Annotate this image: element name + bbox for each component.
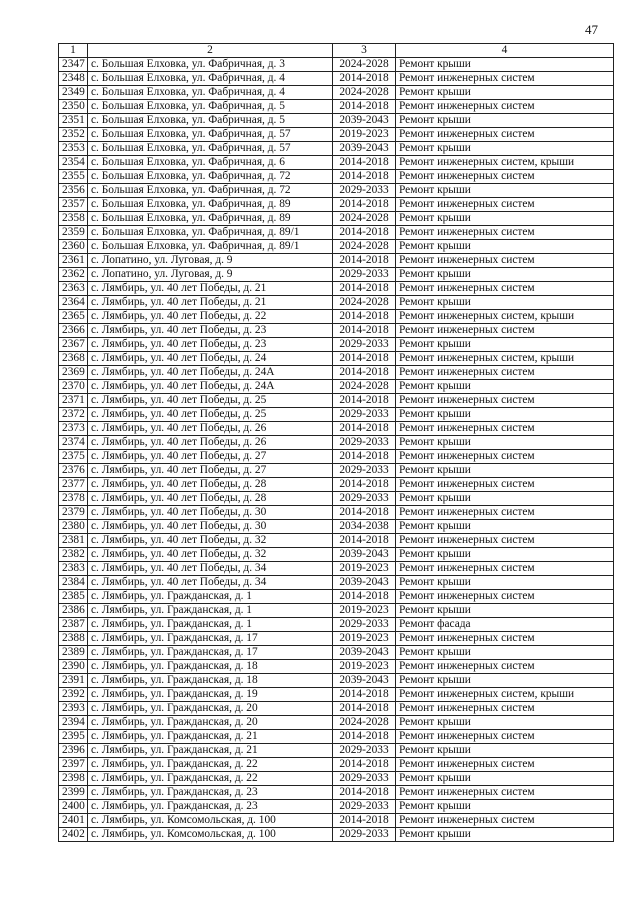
table-row (59, 562, 614, 576)
address-cell: с. Лямбирь, ул. Гражданская, д. 22 (88, 758, 333, 772)
row-number-cell: 2362 (59, 268, 88, 282)
table-row (59, 380, 614, 394)
address-cell: с. Лямбирь, ул. 40 лет Победы, д. 24 (88, 352, 333, 366)
table-row (59, 436, 614, 450)
address-cell: с. Лямбирь, ул. Гражданская, д. 22 (88, 772, 333, 786)
work-type-cell: Ремонт инженерных систем (396, 534, 614, 548)
row-number-cell: 2354 (59, 156, 88, 170)
period-cell: 2024-2028 (333, 296, 396, 310)
address-cell: с. Лямбирь, ул. 40 лет Победы, д. 30 (88, 506, 333, 520)
table-row (59, 100, 614, 114)
page-number: 47 (585, 22, 598, 37)
period-cell: 2014-2018 (333, 730, 396, 744)
period-cell: 2014-2018 (333, 352, 396, 366)
table-row (59, 492, 614, 506)
work-type-cell: Ремонт инженерных систем (396, 730, 614, 744)
period-cell: 2024-2028 (333, 380, 396, 394)
work-type-cell: Ремонт фасада (396, 618, 614, 632)
work-type-cell: Ремонт инженерных систем (396, 590, 614, 604)
period-cell: 2019-2023 (333, 128, 396, 142)
address-cell: с. Лямбирь, ул. 40 лет Победы, д. 23 (88, 324, 333, 338)
address-cell: с. Лямбирь, ул. Гражданская, д. 1 (88, 618, 333, 632)
period-cell: 2019-2023 (333, 604, 396, 618)
column-header-1: 1 (59, 44, 88, 58)
period-cell: 2014-2018 (333, 72, 396, 86)
address-cell: с. Большая Елховка, ул. Фабричная, д. 89 (88, 198, 333, 212)
work-type-cell: Ремонт инженерных систем, крыши (396, 310, 614, 324)
work-type-cell: Ремонт инженерных систем (396, 814, 614, 828)
work-type-cell: Ремонт крыши (396, 86, 614, 100)
row-number-cell: 2367 (59, 338, 88, 352)
period-cell: 2024-2028 (333, 212, 396, 226)
table-row (59, 800, 614, 814)
period-cell: 2029-2033 (333, 408, 396, 422)
address-cell: с. Лямбирь, ул. Гражданская, д. 21 (88, 730, 333, 744)
period-cell: 2029-2033 (333, 338, 396, 352)
table-row (59, 464, 614, 478)
period-cell: 2014-2018 (333, 324, 396, 338)
table-row (59, 506, 614, 520)
address-cell: с. Лямбирь, ул. 40 лет Победы, д. 25 (88, 394, 333, 408)
table-row (59, 646, 614, 660)
work-type-cell: Ремонт крыши (396, 828, 614, 842)
period-cell: 2024-2028 (333, 240, 396, 254)
work-type-cell: Ремонт крыши (396, 646, 614, 660)
work-type-cell: Ремонт крыши (396, 716, 614, 730)
column-header-3: 3 (333, 44, 396, 58)
work-type-cell: Ремонт крыши (396, 576, 614, 590)
period-cell: 2024-2028 (333, 58, 396, 72)
period-cell: 2034-2038 (333, 520, 396, 534)
table-row (59, 730, 614, 744)
address-cell: с. Лямбирь, ул. Гражданская, д. 17 (88, 646, 333, 660)
column-header-2: 2 (88, 44, 333, 58)
table-row (59, 716, 614, 730)
work-type-cell: Ремонт инженерных систем (396, 758, 614, 772)
table-row (59, 674, 614, 688)
period-cell: 2014-2018 (333, 450, 396, 464)
period-cell: 2014-2018 (333, 156, 396, 170)
period-cell: 2014-2018 (333, 814, 396, 828)
period-cell: 2029-2033 (333, 464, 396, 478)
table-row (59, 576, 614, 590)
row-number-cell: 2379 (59, 506, 88, 520)
row-number-cell: 2385 (59, 590, 88, 604)
work-type-cell: Ремонт инженерных систем (396, 394, 614, 408)
table-row (59, 170, 614, 184)
table-row (59, 254, 614, 268)
row-number-cell: 2378 (59, 492, 88, 506)
address-cell: с. Большая Елховка, ул. Фабричная, д. 89/1 (88, 240, 333, 254)
period-cell: 2029-2033 (333, 772, 396, 786)
period-cell: 2014-2018 (333, 534, 396, 548)
table-row (59, 408, 614, 422)
row-number-cell: 2358 (59, 212, 88, 226)
address-cell: с. Большая Елховка, ул. Фабричная, д. 6 (88, 156, 333, 170)
row-number-cell: 2380 (59, 520, 88, 534)
table-row (59, 366, 614, 380)
row-number-cell: 2398 (59, 772, 88, 786)
address-cell: с. Лямбирь, ул. 40 лет Победы, д. 28 (88, 478, 333, 492)
table-row (59, 520, 614, 534)
period-cell: 2029-2033 (333, 184, 396, 198)
table-row (59, 114, 614, 128)
address-cell: с. Лопатино, ул. Луговая, д. 9 (88, 254, 333, 268)
work-type-cell: Ремонт инженерных систем (396, 170, 614, 184)
work-type-cell: Ремонт крыши (396, 464, 614, 478)
row-number-cell: 2366 (59, 324, 88, 338)
work-type-cell: Ремонт инженерных систем (396, 506, 614, 520)
address-cell: с. Большая Елховка, ул. Фабричная, д. 72 (88, 170, 333, 184)
address-cell: с. Большая Елховка, ул. Фабричная, д. 4 (88, 86, 333, 100)
row-number-cell: 2399 (59, 786, 88, 800)
row-number-cell: 2351 (59, 114, 88, 128)
table-row (59, 590, 614, 604)
address-cell: с. Лямбирь, ул. 40 лет Победы, д. 34 (88, 562, 333, 576)
row-number-cell: 2396 (59, 744, 88, 758)
address-cell: с. Лямбирь, ул. Гражданская, д. 20 (88, 716, 333, 730)
work-type-cell: Ремонт инженерных систем, крыши (396, 352, 614, 366)
row-number-cell: 2401 (59, 814, 88, 828)
work-type-cell: Ремонт инженерных систем, крыши (396, 688, 614, 702)
row-number-cell: 2364 (59, 296, 88, 310)
address-cell: с. Большая Елховка, ул. Фабричная, д. 89 (88, 212, 333, 226)
period-cell: 2014-2018 (333, 688, 396, 702)
table-row (59, 688, 614, 702)
row-number-cell: 2390 (59, 660, 88, 674)
period-cell: 2019-2023 (333, 660, 396, 674)
row-number-cell: 2391 (59, 674, 88, 688)
row-number-cell: 2373 (59, 422, 88, 436)
work-type-cell: Ремонт инженерных систем (396, 254, 614, 268)
table-row (59, 156, 614, 170)
period-cell: 2014-2018 (333, 100, 396, 114)
row-number-cell: 2349 (59, 86, 88, 100)
work-type-cell: Ремонт крыши (396, 212, 614, 226)
table-row (59, 142, 614, 156)
table-row (59, 212, 614, 226)
address-cell: с. Лямбирь, ул. 40 лет Победы, д. 26 (88, 422, 333, 436)
table-row (59, 702, 614, 716)
address-cell: с. Лямбирь, ул. Гражданская, д. 1 (88, 590, 333, 604)
table-header (59, 44, 614, 58)
period-cell: 2014-2018 (333, 226, 396, 240)
work-type-cell: Ремонт инженерных систем (396, 198, 614, 212)
row-number-cell: 2356 (59, 184, 88, 198)
row-number-cell: 2348 (59, 72, 88, 86)
address-cell: с. Лямбирь, ул. Комсомольская, д. 100 (88, 828, 333, 842)
address-cell: с. Лямбирь, ул. 40 лет Победы, д. 24А (88, 366, 333, 380)
row-number-cell: 2365 (59, 310, 88, 324)
address-cell: с. Лямбирь, ул. 40 лет Победы, д. 25 (88, 408, 333, 422)
table-row (59, 660, 614, 674)
table-row (59, 58, 614, 72)
row-number-cell: 2353 (59, 142, 88, 156)
row-number-cell: 2372 (59, 408, 88, 422)
work-type-cell: Ремонт инженерных систем (396, 660, 614, 674)
row-number-cell: 2375 (59, 450, 88, 464)
work-type-cell: Ремонт крыши (396, 674, 614, 688)
table-row (59, 226, 614, 240)
table-row (59, 184, 614, 198)
row-number-cell: 2392 (59, 688, 88, 702)
address-cell: с. Лямбирь, ул. 40 лет Победы, д. 27 (88, 450, 333, 464)
work-type-cell: Ремонт крыши (396, 436, 614, 450)
table-body (59, 58, 614, 842)
address-cell: с. Лямбирь, ул. Гражданская, д. 17 (88, 632, 333, 646)
work-type-cell: Ремонт крыши (396, 744, 614, 758)
period-cell: 2039-2043 (333, 548, 396, 562)
period-cell: 2014-2018 (333, 786, 396, 800)
work-type-cell: Ремонт крыши (396, 548, 614, 562)
column-header-4: 4 (396, 44, 614, 58)
row-number-cell: 2370 (59, 380, 88, 394)
table-row (59, 814, 614, 828)
row-number-cell: 2394 (59, 716, 88, 730)
table-row (59, 828, 614, 842)
address-cell: с. Большая Елховка, ул. Фабричная, д. 89/1 (88, 226, 333, 240)
address-cell: с. Лямбирь, ул. Гражданская, д. 23 (88, 800, 333, 814)
work-type-cell: Ремонт инженерных систем (396, 72, 614, 86)
address-cell: с. Лямбирь, ул. 40 лет Победы, д. 34 (88, 576, 333, 590)
row-number-cell: 2388 (59, 632, 88, 646)
period-cell: 2014-2018 (333, 282, 396, 296)
row-number-cell: 2359 (59, 226, 88, 240)
row-number-cell: 2371 (59, 394, 88, 408)
work-type-cell: Ремонт инженерных систем (396, 632, 614, 646)
table-row (59, 86, 614, 100)
repair-schedule-table (58, 43, 614, 842)
header-row (59, 44, 614, 58)
work-type-cell: Ремонт инженерных систем (396, 100, 614, 114)
row-number-cell: 2384 (59, 576, 88, 590)
table-row (59, 450, 614, 464)
table-row (59, 548, 614, 562)
work-type-cell: Ремонт инженерных систем (396, 478, 614, 492)
row-number-cell: 2389 (59, 646, 88, 660)
table-row (59, 338, 614, 352)
address-cell: с. Лямбирь, ул. Комсомольская, д. 100 (88, 814, 333, 828)
table-row (59, 534, 614, 548)
work-type-cell: Ремонт крыши (396, 772, 614, 786)
row-number-cell: 2387 (59, 618, 88, 632)
address-cell: с. Большая Елховка, ул. Фабричная, д. 4 (88, 72, 333, 86)
address-cell: с. Лямбирь, ул. 40 лет Победы, д. 21 (88, 282, 333, 296)
period-cell: 2014-2018 (333, 590, 396, 604)
address-cell: с. Лопатино, ул. Луговая, д. 9 (88, 268, 333, 282)
period-cell: 2039-2043 (333, 114, 396, 128)
work-type-cell: Ремонт инженерных систем (396, 422, 614, 436)
period-cell: 2014-2018 (333, 506, 396, 520)
address-cell: с. Большая Елховка, ул. Фабричная, д. 57 (88, 142, 333, 156)
row-number-cell: 2402 (59, 828, 88, 842)
table-row (59, 422, 614, 436)
period-cell: 2014-2018 (333, 702, 396, 716)
work-type-cell: Ремонт крыши (396, 380, 614, 394)
table-row (59, 632, 614, 646)
address-cell: с. Лямбирь, ул. Гражданская, д. 1 (88, 604, 333, 618)
table-row (59, 310, 614, 324)
period-cell: 2029-2033 (333, 800, 396, 814)
work-type-cell: Ремонт инженерных систем (396, 562, 614, 576)
work-type-cell: Ремонт инженерных систем (396, 324, 614, 338)
period-cell: 2014-2018 (333, 422, 396, 436)
work-type-cell: Ремонт крыши (396, 58, 614, 72)
table-row (59, 352, 614, 366)
work-type-cell: Ремонт инженерных систем (396, 786, 614, 800)
period-cell: 2019-2023 (333, 562, 396, 576)
row-number-cell: 2382 (59, 548, 88, 562)
work-type-cell: Ремонт крыши (396, 268, 614, 282)
period-cell: 2029-2033 (333, 828, 396, 842)
row-number-cell: 2355 (59, 170, 88, 184)
work-type-cell: Ремонт крыши (396, 296, 614, 310)
address-cell: с. Большая Елховка, ул. Фабричная, д. 5 (88, 100, 333, 114)
period-cell: 2029-2033 (333, 492, 396, 506)
table-row (59, 324, 614, 338)
work-type-cell: Ремонт крыши (396, 604, 614, 618)
work-type-cell: Ремонт крыши (396, 800, 614, 814)
address-cell: с. Большая Елховка, ул. Фабричная, д. 72 (88, 184, 333, 198)
work-type-cell: Ремонт инженерных систем (396, 366, 614, 380)
period-cell: 2039-2043 (333, 142, 396, 156)
period-cell: 2029-2033 (333, 436, 396, 450)
row-number-cell: 2350 (59, 100, 88, 114)
work-type-cell: Ремонт крыши (396, 408, 614, 422)
table-row (59, 772, 614, 786)
address-cell: с. Лямбирь, ул. Гражданская, д. 18 (88, 660, 333, 674)
work-type-cell: Ремонт инженерных систем (396, 226, 614, 240)
work-type-cell: Ремонт крыши (396, 338, 614, 352)
period-cell: 2039-2043 (333, 646, 396, 660)
work-type-cell: Ремонт крыши (396, 520, 614, 534)
table-row (59, 198, 614, 212)
period-cell: 2014-2018 (333, 254, 396, 268)
address-cell: с. Лямбирь, ул. 40 лет Победы, д. 23 (88, 338, 333, 352)
period-cell: 2029-2033 (333, 618, 396, 632)
address-cell: с. Лямбирь, ул. 40 лет Победы, д. 21 (88, 296, 333, 310)
row-number-cell: 2360 (59, 240, 88, 254)
table-row (59, 268, 614, 282)
period-cell: 2024-2028 (333, 86, 396, 100)
row-number-cell: 2374 (59, 436, 88, 450)
address-cell: с. Лямбирь, ул. Гражданская, д. 19 (88, 688, 333, 702)
work-type-cell: Ремонт инженерных систем (396, 282, 614, 296)
period-cell: 2019-2023 (333, 632, 396, 646)
row-number-cell: 2386 (59, 604, 88, 618)
address-cell: с. Большая Елховка, ул. Фабричная, д. 57 (88, 128, 333, 142)
work-type-cell: Ремонт крыши (396, 114, 614, 128)
period-cell: 2029-2033 (333, 744, 396, 758)
table-row (59, 128, 614, 142)
period-cell: 2014-2018 (333, 310, 396, 324)
row-number-cell: 2383 (59, 562, 88, 576)
row-number-cell: 2347 (59, 58, 88, 72)
table-row (59, 618, 614, 632)
table-row (59, 72, 614, 86)
row-number-cell: 2376 (59, 464, 88, 478)
work-type-cell: Ремонт инженерных систем, крыши (396, 156, 614, 170)
row-number-cell: 2381 (59, 534, 88, 548)
row-number-cell: 2377 (59, 478, 88, 492)
address-cell: с. Лямбирь, ул. Гражданская, д. 21 (88, 744, 333, 758)
work-type-cell: Ремонт крыши (396, 142, 614, 156)
address-cell: с. Лямбирь, ул. Гражданская, д. 23 (88, 786, 333, 800)
row-number-cell: 2400 (59, 800, 88, 814)
row-number-cell: 2368 (59, 352, 88, 366)
row-number-cell: 2357 (59, 198, 88, 212)
table-row (59, 296, 614, 310)
address-cell: с. Большая Елховка, ул. Фабричная, д. 3 (88, 58, 333, 72)
address-cell: с. Лямбирь, ул. 40 лет Победы, д. 28 (88, 492, 333, 506)
address-cell: с. Лямбирь, ул. 40 лет Победы, д. 27 (88, 464, 333, 478)
period-cell: 2014-2018 (333, 170, 396, 184)
address-cell: с. Лямбирь, ул. 40 лет Победы, д. 26 (88, 436, 333, 450)
address-cell: с. Лямбирь, ул. Гражданская, д. 18 (88, 674, 333, 688)
table-row (59, 394, 614, 408)
table-row (59, 478, 614, 492)
row-number-cell: 2395 (59, 730, 88, 744)
table-row (59, 282, 614, 296)
row-number-cell: 2397 (59, 758, 88, 772)
row-number-cell: 2352 (59, 128, 88, 142)
address-cell: с. Большая Елховка, ул. Фабричная, д. 5 (88, 114, 333, 128)
period-cell: 2029-2033 (333, 268, 396, 282)
address-cell: с. Лямбирь, ул. 40 лет Победы, д. 32 (88, 548, 333, 562)
period-cell: 2014-2018 (333, 394, 396, 408)
work-type-cell: Ремонт крыши (396, 184, 614, 198)
period-cell: 2039-2043 (333, 576, 396, 590)
row-number-cell: 2361 (59, 254, 88, 268)
row-number-cell: 2363 (59, 282, 88, 296)
table-row (59, 758, 614, 772)
period-cell: 2014-2018 (333, 758, 396, 772)
period-cell: 2014-2018 (333, 478, 396, 492)
address-cell: с. Лямбирь, ул. Гражданская, д. 20 (88, 702, 333, 716)
work-type-cell: Ремонт крыши (396, 492, 614, 506)
period-cell: 2039-2043 (333, 674, 396, 688)
row-number-cell: 2393 (59, 702, 88, 716)
table-row (59, 786, 614, 800)
address-cell: с. Лямбирь, ул. 40 лет Победы, д. 30 (88, 520, 333, 534)
table-row (59, 240, 614, 254)
period-cell: 2014-2018 (333, 198, 396, 212)
work-type-cell: Ремонт инженерных систем (396, 128, 614, 142)
work-type-cell: Ремонт инженерных систем (396, 450, 614, 464)
address-cell: с. Лямбирь, ул. 40 лет Победы, д. 22 (88, 310, 333, 324)
row-number-cell: 2369 (59, 366, 88, 380)
period-cell: 2024-2028 (333, 716, 396, 730)
address-cell: с. Лямбирь, ул. 40 лет Победы, д. 32 (88, 534, 333, 548)
table-row (59, 604, 614, 618)
table-row (59, 744, 614, 758)
period-cell: 2014-2018 (333, 366, 396, 380)
work-type-cell: Ремонт инженерных систем (396, 702, 614, 716)
work-type-cell: Ремонт крыши (396, 240, 614, 254)
address-cell: с. Лямбирь, ул. 40 лет Победы, д. 24А (88, 380, 333, 394)
